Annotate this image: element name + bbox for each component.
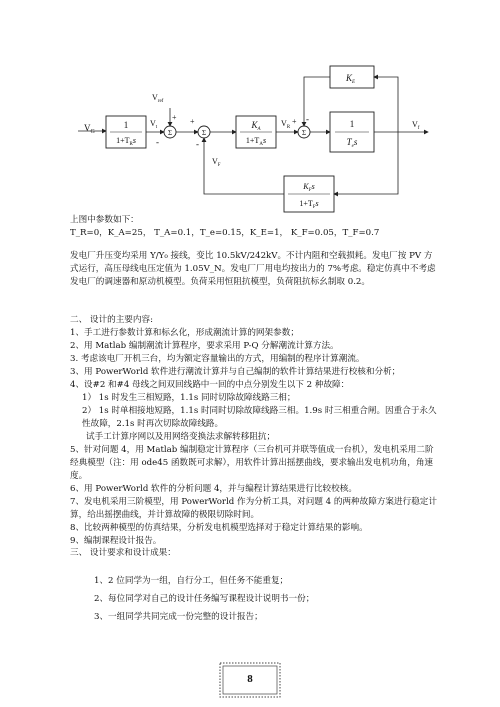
svg-text:Σ: Σ xyxy=(301,129,307,137)
list-item: 5、针对问题 4，用 Matlab 编制稳定计算程序（三台机可并联等值成一台机），发电机采用二阶经典模型（注：用 ode45 函数既可求解），用软件计算出摇摆曲线，要求输出发电机功角，角速度。 xyxy=(70,445,434,481)
list-item: 8、比较两种模型的仿真结果，分析发电机模型选择对于稳定计算结果的影响。 xyxy=(70,523,368,533)
page-number-badge xyxy=(218,661,282,699)
exciter-block xyxy=(330,112,374,152)
svg-text:-: - xyxy=(196,139,199,149)
svg-text:-: - xyxy=(156,137,159,147)
svg-text:1+TFs: $1+T_Fs$ xyxy=(299,199,319,210)
section-2-heading: 二、 设计的主要内容: xyxy=(70,315,153,325)
vf-output-label: $V_f$ xyxy=(412,120,420,131)
list-item: 4、设#2 和#4 母线之间双回线路中一回的中点分别发生以下 2 种故障： xyxy=(70,380,350,390)
summing-junction-1 xyxy=(164,126,176,138)
svg-text:+: + xyxy=(292,117,297,126)
svg-text:Tes: $T_es$ xyxy=(346,137,358,149)
params-values: T_R=0，K_A=25， T_A=0.1，T_e=0.15，K_E=1， K_F=0.05，T_F=0.7 xyxy=(70,228,380,238)
svg-text:Σ: Σ xyxy=(167,129,173,137)
list-item: 6、用 PowerWorld 软件的分析问题 4，并与编程计算结果进行比较校核。 xyxy=(70,484,357,494)
list-item: 2、每位同学对自己的设计任务编写课程设计说明书一份； xyxy=(94,594,315,604)
ke-block xyxy=(330,66,374,88)
params-heading: 上图中参数如下： xyxy=(70,215,139,225)
svg-text:Σ: Σ xyxy=(201,129,207,137)
summing-junction-2 xyxy=(198,126,210,138)
list-item: 2、用 Matlab 编制潮流计算程序，要求采用 P-Q 分解潮流计算方法。 xyxy=(70,341,339,351)
stabilizer-block xyxy=(284,176,334,212)
list-item: 1） 1s 时发生三相短路，1.1s 同时切除故障线路三相； xyxy=(82,393,296,403)
svg-text:1: 1 xyxy=(123,120,129,130)
svg-text:1: 1 xyxy=(349,119,355,129)
summing-junction-3 xyxy=(298,126,310,138)
vt-label: $V_t$ xyxy=(150,119,158,130)
svg-text:KE: $K_E$ xyxy=(346,73,356,85)
list-item: 试手工计算序网以及用网络变换法求解转移阻抗； xyxy=(86,432,276,442)
list-item: 9、编制课程设计报告。 xyxy=(70,536,162,546)
section-3-items xyxy=(70,575,440,629)
list-item: 1、2 位同学为一组，自行分工，但任务不能重复； xyxy=(94,576,289,586)
list-item: 3、一组同学共同完成一份完整的设计报告； xyxy=(94,612,263,622)
svg-text:KA: $K_A$ xyxy=(251,120,261,132)
section-3-heading: 三、 设计要求和设计成果： xyxy=(70,548,176,558)
vg-label: $V_G$ xyxy=(84,123,95,135)
vref-label: $V_{ref}$ xyxy=(152,93,164,104)
svg-text:KFs: $K_Fs$ xyxy=(303,182,315,193)
section-2-items xyxy=(70,327,440,548)
svg-text:-: - xyxy=(306,114,309,124)
plant-description: 发电厂升压变均采用 Y/Y₀ 接线，变比 10.5kV/242kV。不计内阻和空载损耗。发电厂按 PV 方式运行，高压母线电压定值为 1.05V_N。发电厂厂用电均按出力的 7%考虑。稳定仿真中不考虑发电厂的调速器和原动机模型。负荷采用恒阻抗模型，负荷阻抗标幺制取 0.2。 xyxy=(70,251,436,287)
blk1-denominator: $1+T_Rs$ xyxy=(116,136,136,147)
list-item: 3. 考虑该电厂开机三台，均为额定容量输出的方式，用编制的程序计算潮流。 xyxy=(70,354,365,364)
excitation-block-diagram xyxy=(58,52,454,222)
transducer-block xyxy=(106,116,146,148)
list-item: 2） 1s 时单相接地短路，1.1s 时同时切除故障线路三相。1.9s 时三相重合闸。因重合于永久性故障，2.1s 时再次切除故障线路。 xyxy=(82,406,437,429)
page-number: 8 xyxy=(247,673,253,685)
svg-text:1+TAs: $1+T_As$ xyxy=(245,136,267,147)
svg-text:+: + xyxy=(172,113,177,122)
parameter-list xyxy=(70,214,440,240)
svg-text:+: + xyxy=(190,117,195,126)
list-item: 3、用 PowerWorld 软件进行潮流计算并与自己编制的软件计算结果进行校核和分析； xyxy=(70,367,401,377)
vF-feedback-label: $V_F$ xyxy=(212,157,221,168)
amplifier-block xyxy=(236,116,276,148)
vr-label: $V_R$ xyxy=(281,119,291,130)
list-item: 7、发电机采用三阶模型，用 PowerWorld 作为分析工具，对问题 4 的两种故障方案进行稳定计算，给出摇摆曲线，并计算故障的极限切除时间。 xyxy=(70,497,437,520)
list-item: 1、手工进行参数计算和标幺化，形成潮流计算的网架参数； xyxy=(70,328,299,338)
